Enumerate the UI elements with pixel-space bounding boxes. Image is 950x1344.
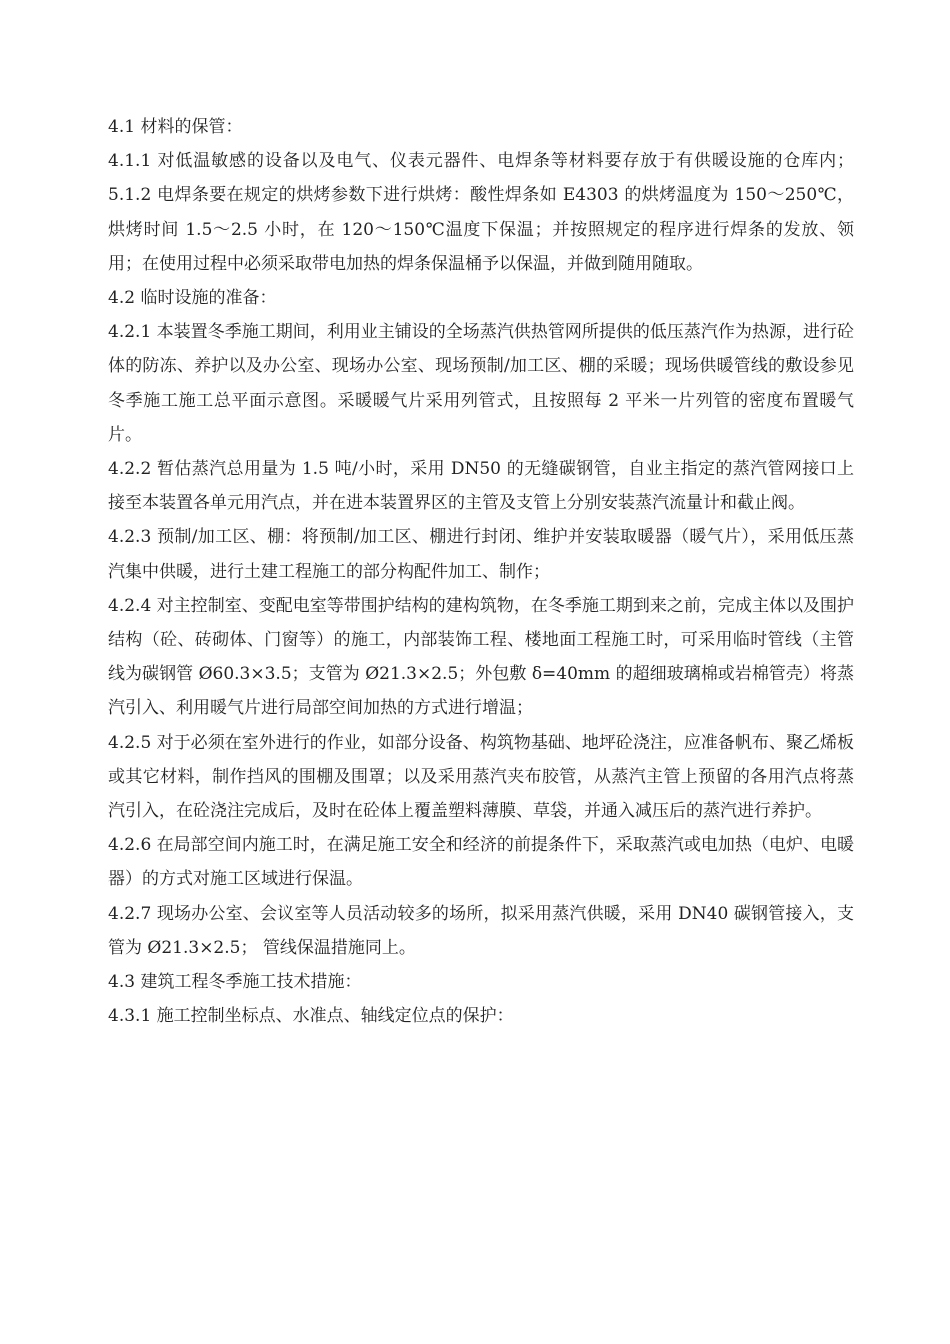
paragraph-4-2-1: 4.2.1 本装置冬季施工期间，利用业主铺设的全场蒸汽供热管网所提供的低压蒸汽作为热源，进行砼体的防冻、养护以及办公室、现场办公室、现场预制/加工区、棚的采暖；现场供暖管线的敷设参见冬季施工施工总平面示意图。采暖暖气片采用列管式，且按照每 2 平米一片列管的密度布置暖气片。 (108, 322, 854, 445)
paragraph-4-2-3: 4.2.3 预制/加工区、棚：将预制/加工区、棚进行封闭、维护并安装取暖器（暖气片），采用低压蒸汽集中供暖，进行土建工程施工的部分构配件加工、制作； (108, 527, 854, 582)
heading-4-1: 4.1 材料的保管： (108, 117, 243, 137)
paragraph-4-2-7: 4.2.7 现场办公室、会议室等人员活动较多的场所，拟采用蒸汽供暖，采用 DN40 碳钢管接入，支管为 Ø21.3×2.5； 管线保温措施同上。 (108, 903, 854, 958)
paragraph-4-1-1: 4.1.1 对低温敏感的设备以及电气、仪表元器件、电焊条等材料要存放于有供暖设施的仓库内；5.1.2 电焊条要在规定的烘烤参数下进行烘烤：酸性焊条如 E4303 的烘烤温度为 150～250℃，烘烤时间 1.5～2.5 小时，在 120～150℃温度下保温；并按照规定的程序进行焊条的发放、领用；在使用过程中必须采取带电加热的焊条保温桶予以保温，并做到随用随取。 (108, 151, 854, 274)
paragraph-4-2-2: 4.2.2 暂估蒸汽总用量为 1.5 吨/小时，采用 DN50 的无缝碳钢管，自业主指定的蒸汽管网接口上接至本装置各单元用汽点，并在进本装置界区的主管及支管上分别安装蒸汽流量计和截止阀。 (108, 459, 854, 514)
paragraph-4-2-5: 4.2.5 对于必须在室外进行的作业，如部分设备、构筑物基础、地坪砼浇注，应准备帆布、聚乙烯板或其它材料，制作挡风的围棚及围罩；以及采用蒸汽夹布胶管，从蒸汽主管上预留的各用汽点将蒸汽引入，在砼浇注完成后，及时在砼体上覆盖塑料薄膜、草袋，并通入减压后的蒸汽进行养护。 (108, 732, 854, 822)
paragraph-4-2-4: 4.2.4 对主控制室、变配电室等带围护结构的建构筑物，在冬季施工期到来之前，完成主体以及围护结构（砼、砖砌体、门窗等）的施工，内部装饰工程、楼地面工程施工时，可采用临时管线（主管线为碳钢管 Ø60.3×3.5；支管为 Ø21.3×2.5；外包敷 δ=40mm 的超细玻璃棉或岩棉管壳）将蒸汽引入、利用暖气片进行局部空间加热的方式进行增温； (108, 595, 854, 719)
heading-4-3: 4.3 建筑工程冬季施工技术措施： (108, 972, 362, 993)
paragraph-4-3-1: 4.3.1 施工控制坐标点、水准点、轴线定位点的保护： (108, 1006, 514, 1027)
paragraph-4-2-6: 4.2.6 在局部空间内施工时，在满足施工安全和经济的前提条件下，采取蒸汽或电加热（电炉、电暖器）的方式对施工区域进行保温。 (108, 835, 854, 890)
heading-4-2: 4.2 临时设施的准备： (108, 288, 277, 309)
document-body (108, 110, 854, 1033)
